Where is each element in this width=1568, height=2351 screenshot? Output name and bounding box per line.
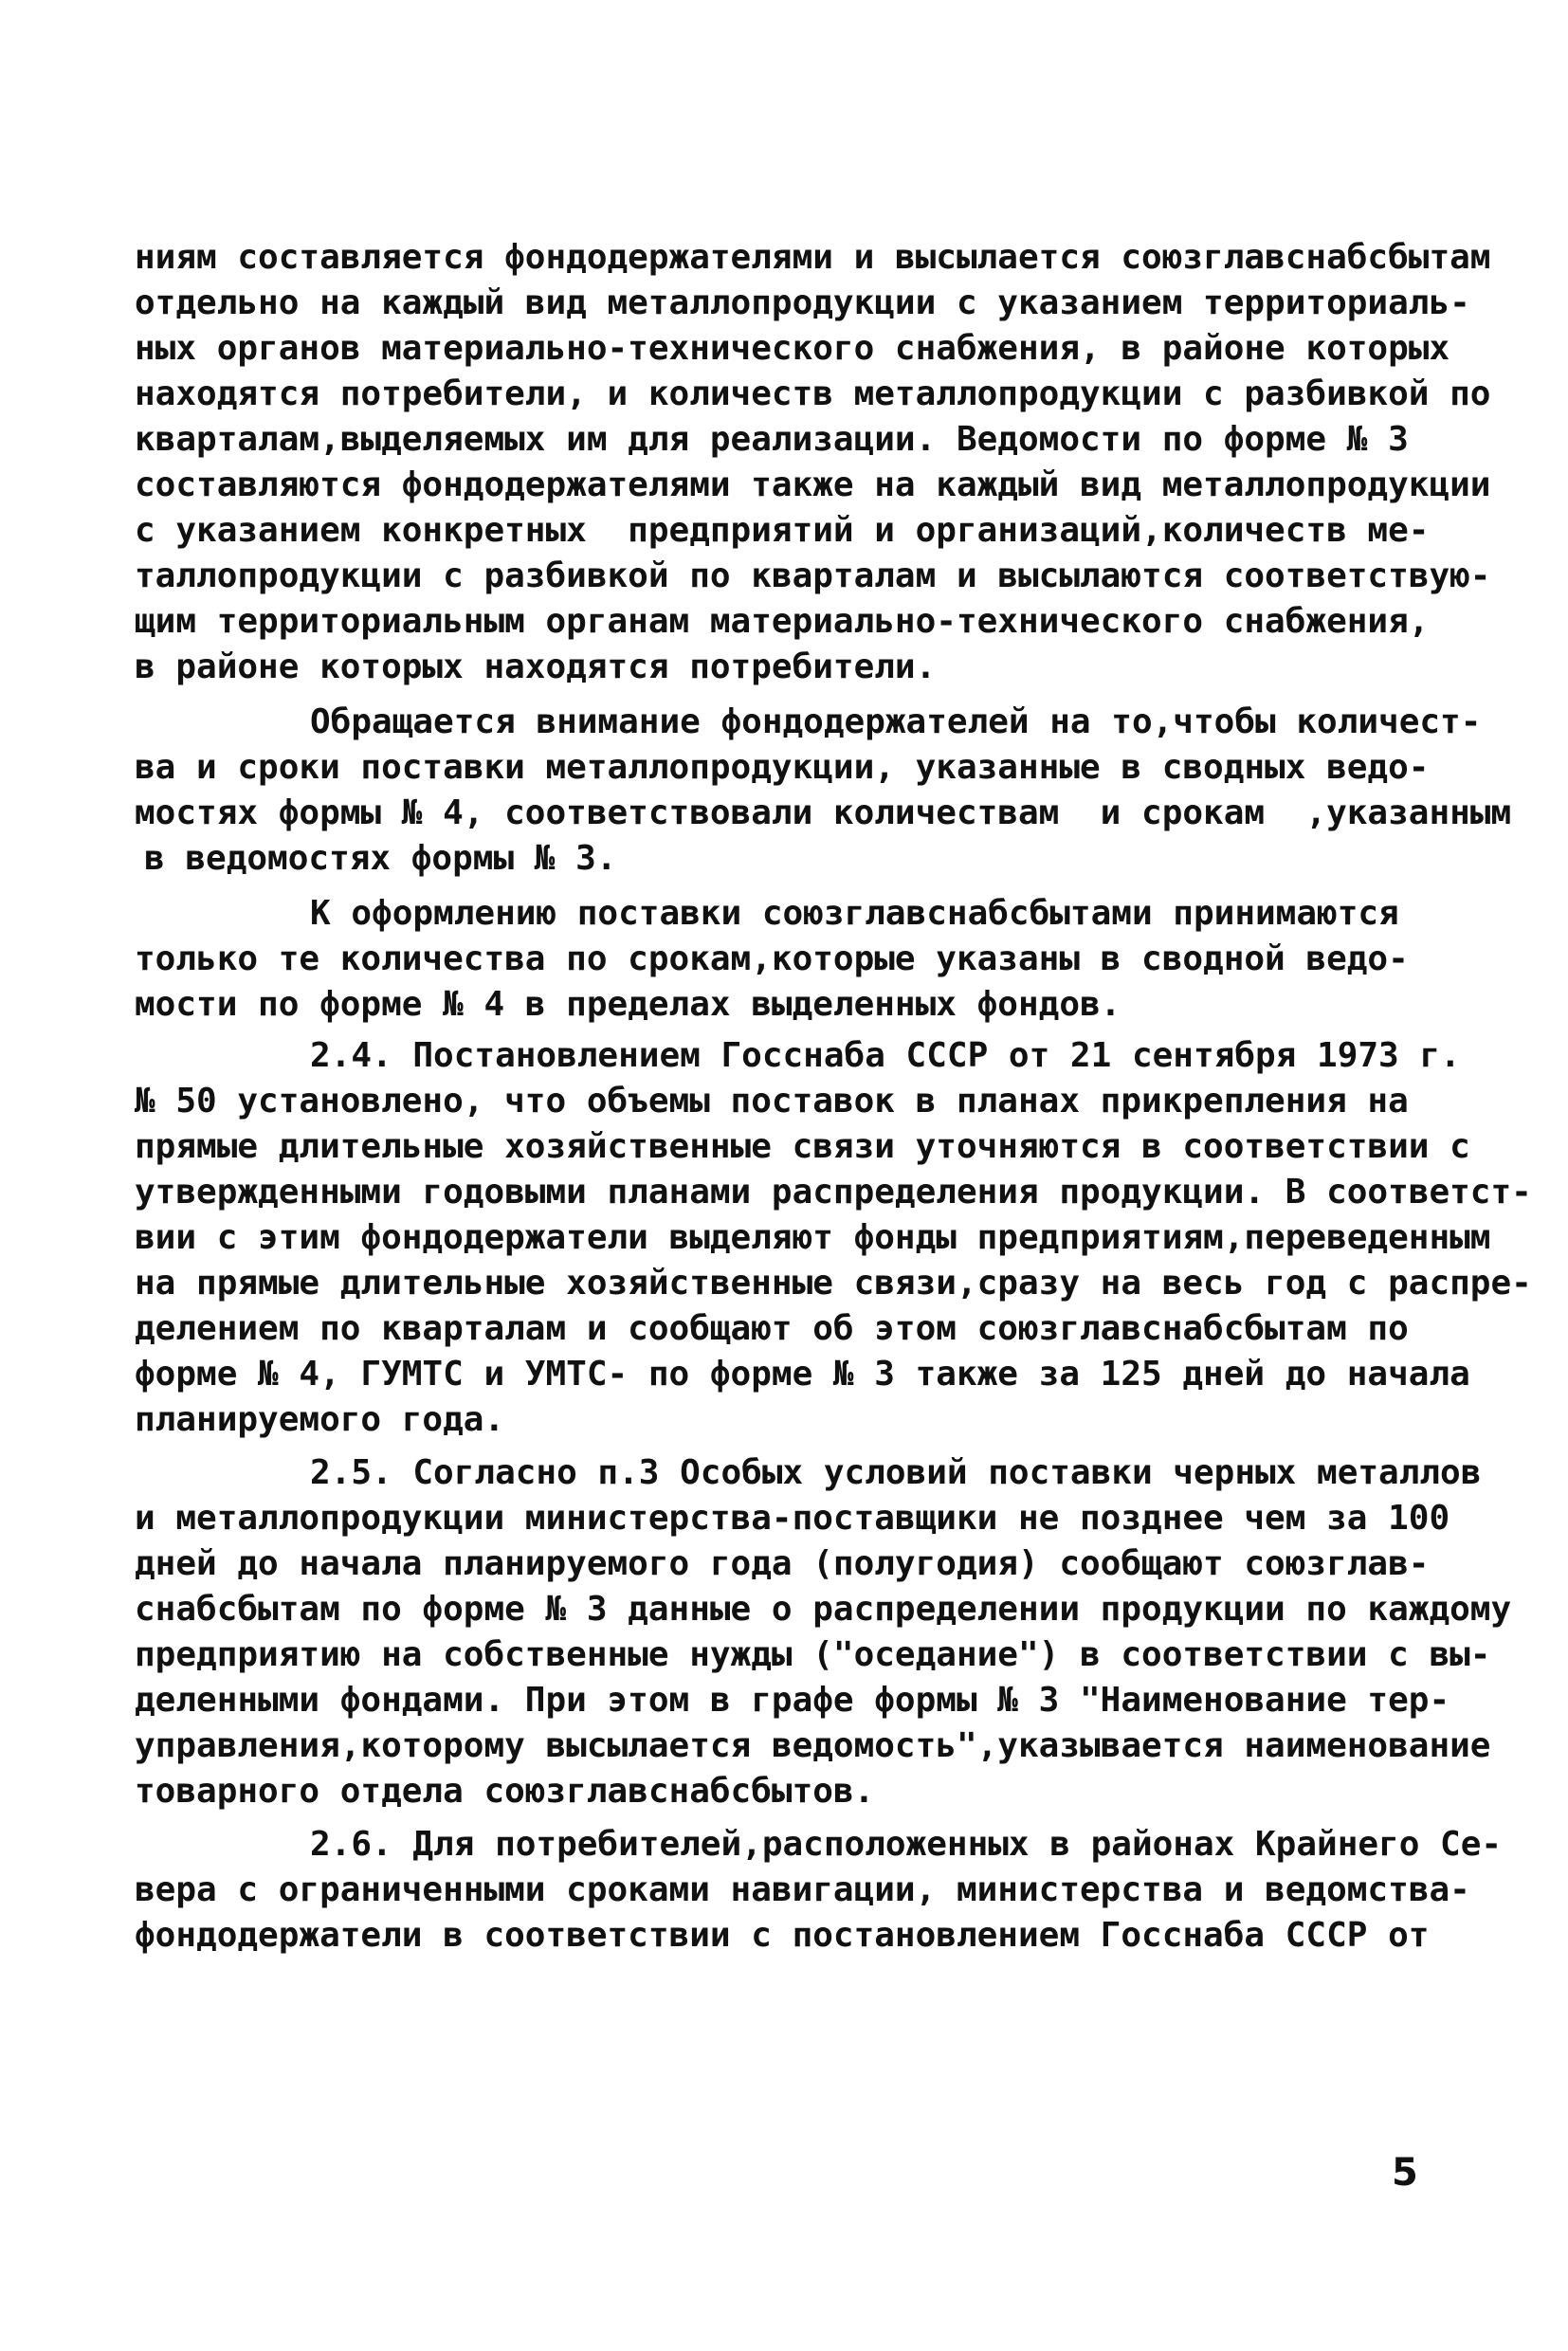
text-line: вии с этим фондодержатели выделяют фонды предприятиям,переведенным xyxy=(135,1218,1491,1257)
section-2-5-heading-line: 2.5. Согласно п.3 Особых условий поставки черных металлов xyxy=(310,1453,1482,1492)
text-line: кварталам,выделяемых им для реализации. Ведомости по форме № 3 xyxy=(135,420,1409,459)
text-line: снабсбытам по форме № 3 данные о распределении продукции по каждому xyxy=(135,1590,1512,1629)
text-line: планируемого года. xyxy=(135,1400,505,1439)
text-line: форме № 4, ГУМТС и УМТС- по форме № 3 также за 125 дней до начала xyxy=(135,1355,1470,1394)
text-line: фондодержатели в соответствии с постановлением Госснаба СССР от xyxy=(135,1916,1430,1955)
text-line: таллопродукции с разбивкой по кварталам и высылаются соответствую- xyxy=(135,556,1491,595)
text-line: в районе которых находятся потребители. xyxy=(135,647,937,686)
text-line: только те количества по срокам,которые указаны в сводной ведо- xyxy=(135,939,1409,978)
text-line: товарного отдела союзглавснабсбытов. xyxy=(135,1772,875,1811)
text-line: составляются фондодержателями также на каждый вид металлопродукции xyxy=(135,465,1491,504)
section-2-4-heading-line: 2.4. Постановлением Госснаба СССР от 21 сентября 1973 г. xyxy=(310,1036,1461,1075)
text-line: деленными фондами. При этом в графе формы № 3 "Наименование тер- xyxy=(135,1681,1450,1720)
text-line: отдельно на каждый вид металлопродукции с указанием территориаль- xyxy=(135,283,1470,322)
paragraph-first-line: Обращается внимание фондодержателей на то,чтобы количест- xyxy=(310,702,1482,741)
text-line: ниям составляется фондодержателями и высылается союзглавснабсбытам xyxy=(135,238,1491,277)
paragraph-first-line: К оформлению поставки союзглавснабсбытами принимаются xyxy=(310,894,1399,933)
text-line: на прямые длительные хозяйственные связи,сразу на весь год с распре- xyxy=(135,1264,1532,1303)
text-line: мости по форме № 4 в пределах выделенных фондов. xyxy=(135,985,1121,1024)
section-2-6-heading-line: 2.6. Для потребителей,расположенных в районах Крайнего Се- xyxy=(310,1825,1503,1864)
text-line: в ведомостях формы № 3. xyxy=(144,839,617,878)
text-line: с указанием конкретных предприятий и организаций,количеств ме- xyxy=(135,511,1430,550)
text-line: вера с ограниченными сроками навигации, министерства и ведомства- xyxy=(135,1870,1470,1909)
text-line: ных органов материально-технического снабжения, в районе которых xyxy=(135,329,1450,368)
page-number: 5 xyxy=(1392,2151,1418,2195)
text-line: № 50 установлено, что объемы поставок в планах прикрепления на xyxy=(135,1082,1409,1121)
text-line: утвержденными годовыми планами распределения продукции. В соответст- xyxy=(135,1173,1532,1212)
text-line: находятся потребители, и количеств металлопродукции с разбивкой по xyxy=(135,374,1491,413)
text-line: прямые длительные хозяйственные связи уточняются в соответствии с xyxy=(135,1127,1470,1166)
text-line: щим территориальным органам материально-технического снабжения, xyxy=(135,602,1430,641)
text-line: ва и сроки поставки металлопродукции, указанные в сводных ведо- xyxy=(135,748,1430,787)
text-line: мостях формы № 4, соответствовали количествам и срокам ,указанным xyxy=(135,793,1512,832)
text-line: управления,которому высылается ведомость",указывается наименование xyxy=(135,1726,1491,1765)
text-line: делением по кварталам и сообщают об этом союзглавснабсбытам по xyxy=(135,1309,1409,1348)
text-line: предприятию на собственные нужды ("оседание") в соответствии с вы- xyxy=(135,1635,1491,1674)
text-line: и металлопродукции министерства-поставщики не позднее чем за 100 xyxy=(135,1499,1450,1538)
text-line: дней до начала планируемого года (полугодия) сообщают союзглав- xyxy=(135,1544,1430,1583)
